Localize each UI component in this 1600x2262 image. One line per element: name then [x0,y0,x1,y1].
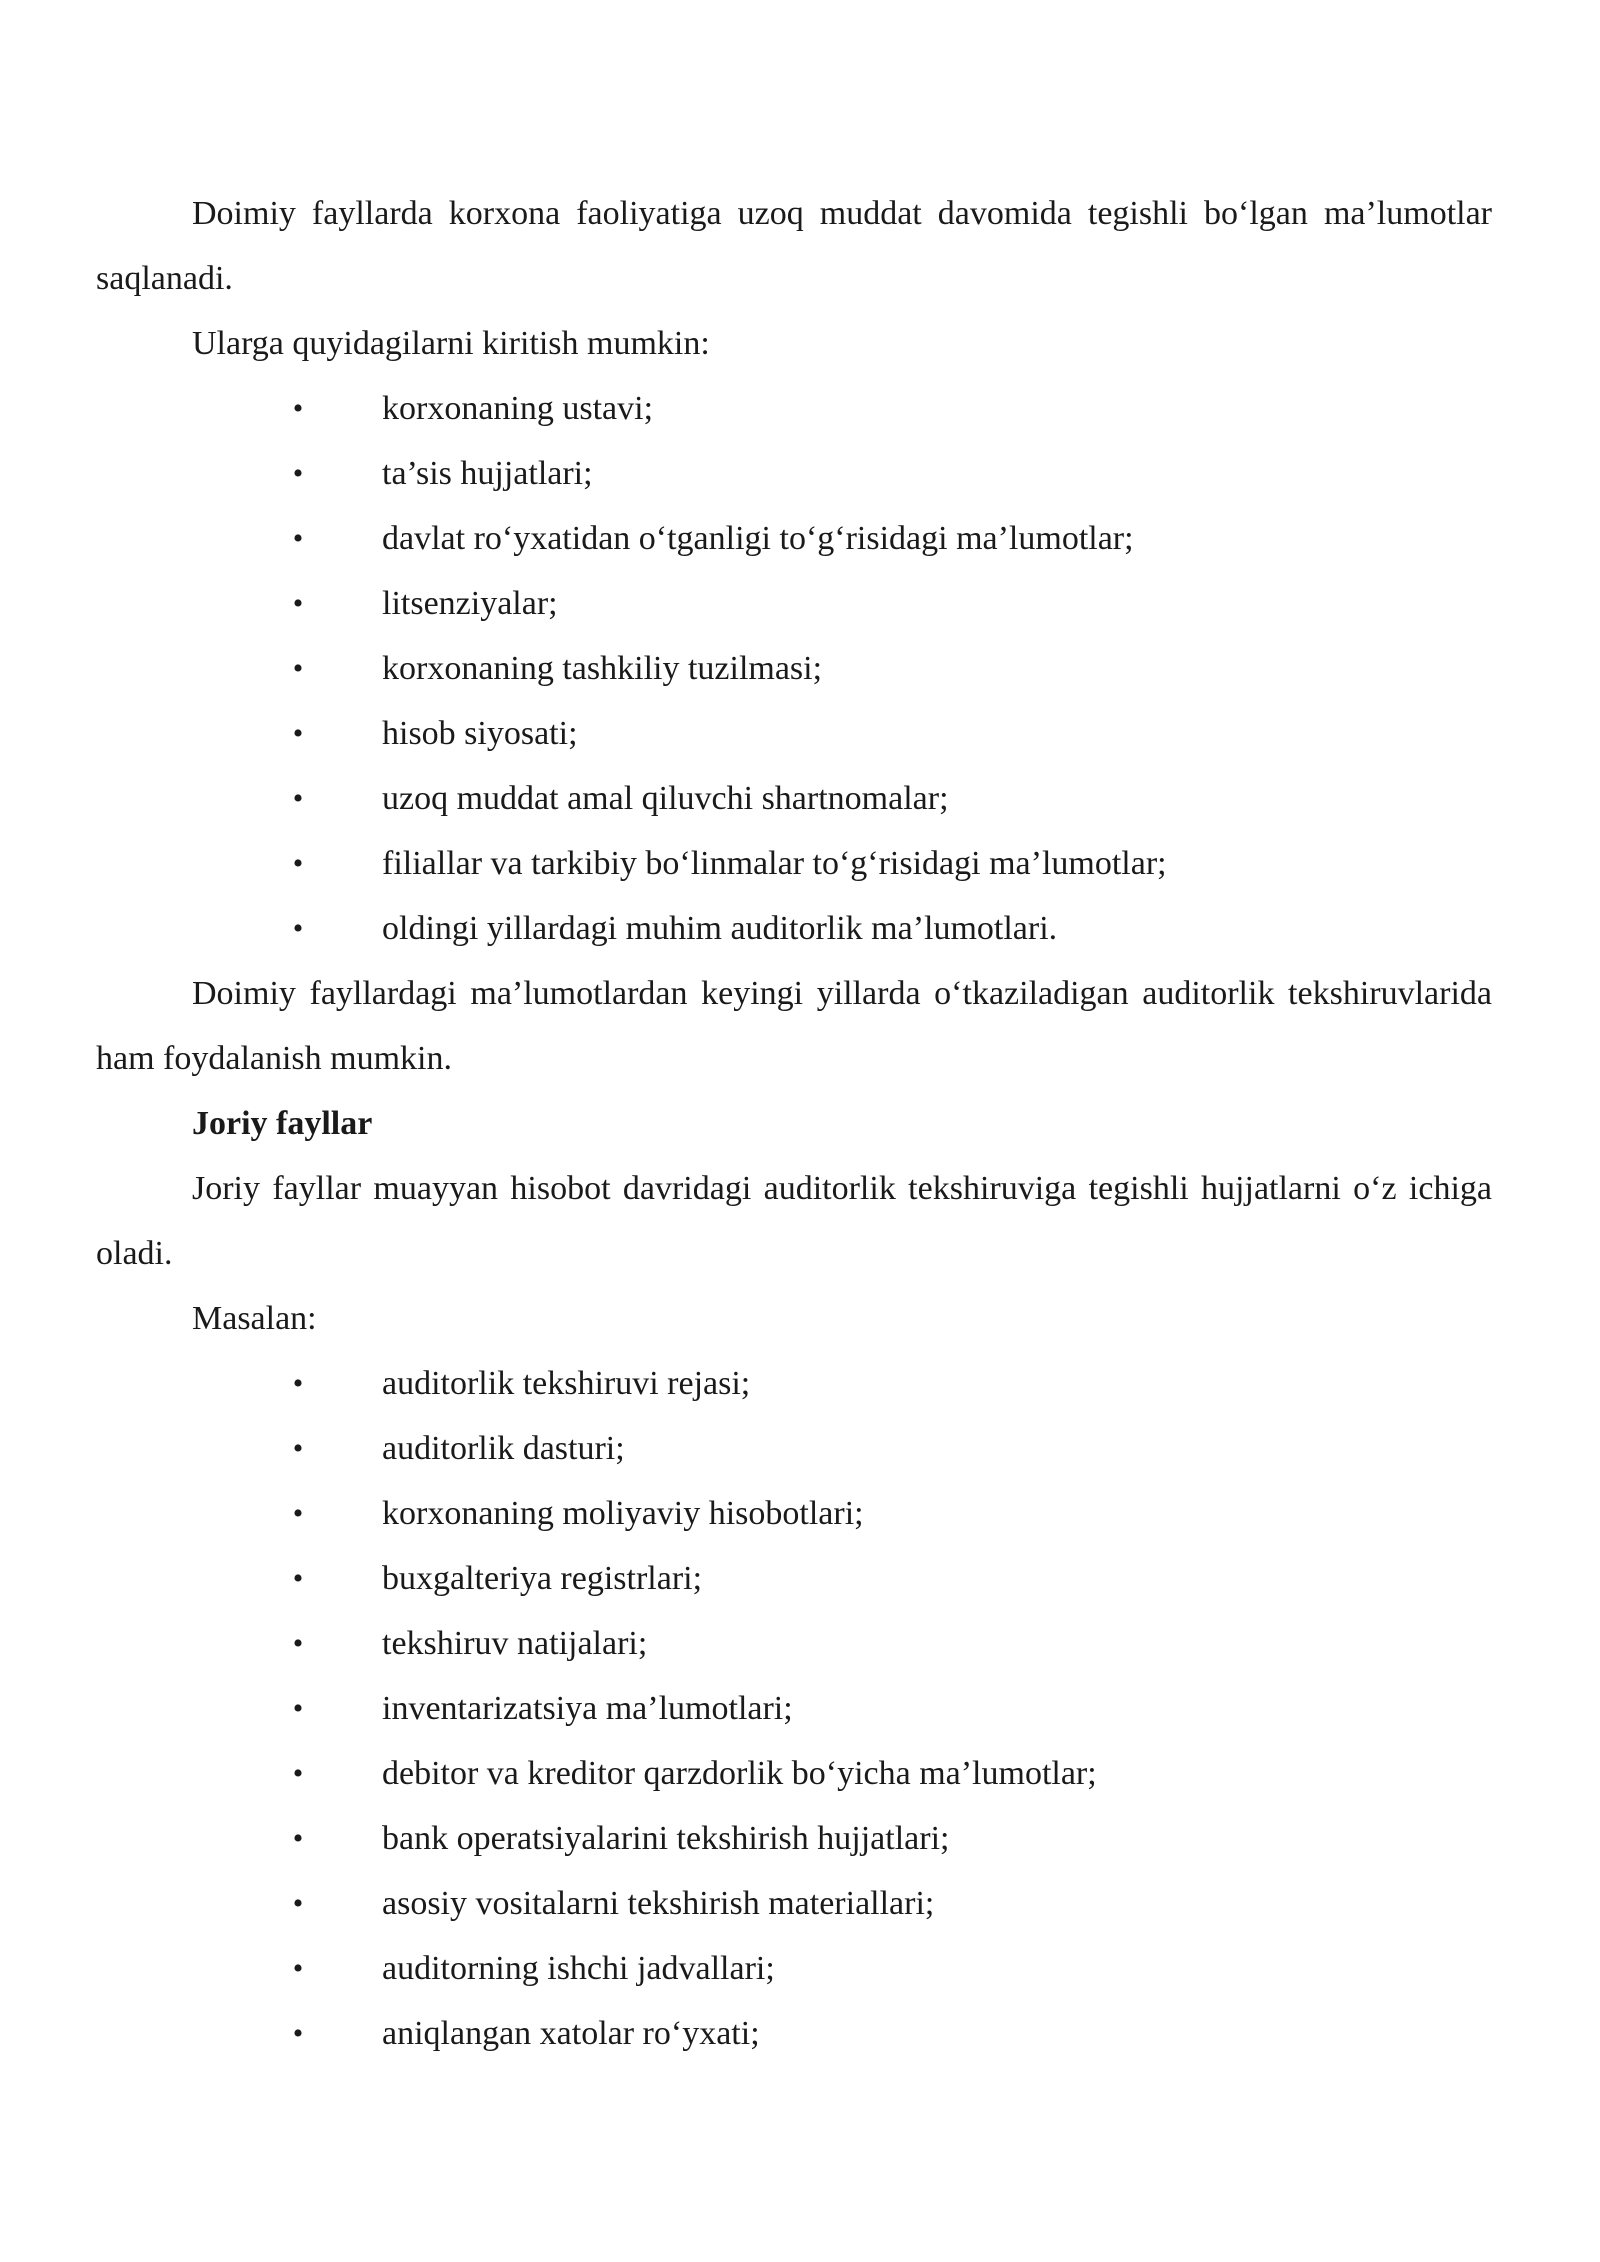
list-item-text: buxgalteriya registrlari; [382,1560,703,1597]
list-item [96,2001,1492,2066]
bullet-icon: • [292,1627,304,1660]
bullet-icon: • [292,1887,304,1920]
list-item-text: bank operatsiyalarini tekshirish hujjatlari; [382,1820,950,1857]
bullet-icon: • [292,652,304,685]
list-item-text: davlat ro‘yxatidan o‘tganligi to‘g‘risidagi ma’lumotlar; [382,520,1134,557]
list-item [96,1871,1492,1936]
example-intro-paragraph: Masalan: [192,1300,317,1337]
list-item [96,701,1492,766]
list-item-text: debitor va kreditor qarzdorlik bo‘yicha ma’lumotlar; [382,1755,1097,1792]
list-item [96,441,1492,506]
bullet-icon: • [292,1692,304,1725]
list-item-text: tekshiruv natijalari; [382,1625,648,1662]
list-item-text: uzoq muddat amal qiluvchi shartnomalar; [382,780,949,817]
bullet-icon: • [292,1497,304,1530]
list-item-text: korxonaning moliyaviy hisobotlari; [382,1495,864,1532]
list-item-text: auditorlik dasturi; [382,1430,625,1467]
list-item [96,1676,1492,1741]
bullet-icon: • [292,1432,304,1465]
current-files-list [96,1351,1492,2066]
list-item-text: asosiy vositalarni tekshirish materiallari; [382,1885,935,1922]
list-item [96,1351,1492,1416]
bullet-icon: • [292,1952,304,1985]
bullet-icon: • [292,457,304,490]
permanent-files-usage-paragraph: Doimiy fayllardagi ma’lumotlardan keyingi yillarda o‘tkaziladigan auditorlik tekshiruvlarida ham foydalanish mumkin. [96,975,1492,1077]
list-item [96,506,1492,571]
bullet-icon: • [292,912,304,945]
bullet-icon: • [292,522,304,555]
intro-paragraph: Doimiy fayllarda korxona faoliyatiga uzoq muddat davomida tegishli bo‘lgan ma’lumotlar saqlanadi. [96,195,1492,297]
list-item [96,766,1492,831]
list-item [96,1936,1492,2001]
bullet-icon: • [292,587,304,620]
bullet-icon: • [292,2017,304,2050]
list-item-text: auditorning ishchi jadvallari; [382,1950,775,1987]
list-item-text: hisob siyosati; [382,715,578,752]
bullet-icon: • [292,1367,304,1400]
list-item [96,636,1492,701]
bullet-icon: • [292,847,304,880]
bullet-icon: • [292,1822,304,1855]
list-item-text: korxonaning tashkiliy tuzilmasi; [382,650,823,687]
list-item [96,1611,1492,1676]
section-heading: Joriy fayllar [192,1105,373,1142]
list-item-text: filiallar va tarkibiy bo‘linmalar to‘g‘risidagi ma’lumotlar; [382,845,1167,882]
bullet-icon: • [292,782,304,815]
list-item-text: korxonaning ustavi; [382,390,654,427]
list-item [96,376,1492,441]
list-item-text: oldingi yillardagi muhim auditorlik ma’lumotlari. [382,910,1058,947]
bullet-icon: • [292,392,304,425]
list-item [96,1546,1492,1611]
document-content [96,181,1492,2066]
list-item [96,571,1492,636]
list-item-text: ta’sis hujjatlari; [382,455,593,492]
list-item-text: aniqlangan xatolar ro‘yxati; [382,2015,760,2052]
permanent-files-list [96,376,1492,961]
bullet-icon: • [292,717,304,750]
list-item [96,831,1492,896]
list-item [96,1481,1492,1546]
current-files-paragraph: Joriy fayllar muayyan hisobot davridagi auditorlik tekshiruviga tegishli hujjatlarni o‘z ichiga oladi. [96,1170,1492,1272]
list-intro-paragraph: Ularga quyidagilarni kiritish mumkin: [192,325,710,362]
bullet-icon: • [292,1562,304,1595]
list-item [96,1416,1492,1481]
list-item-text: inventarizatsiya ma’lumotlari; [382,1690,793,1727]
list-item-text: auditorlik tekshiruvi rejasi; [382,1365,751,1402]
list-item [96,1806,1492,1871]
bullet-icon: • [292,1757,304,1790]
list-item [96,1741,1492,1806]
list-item [96,896,1492,961]
list-item-text: litsenziyalar; [382,585,558,622]
